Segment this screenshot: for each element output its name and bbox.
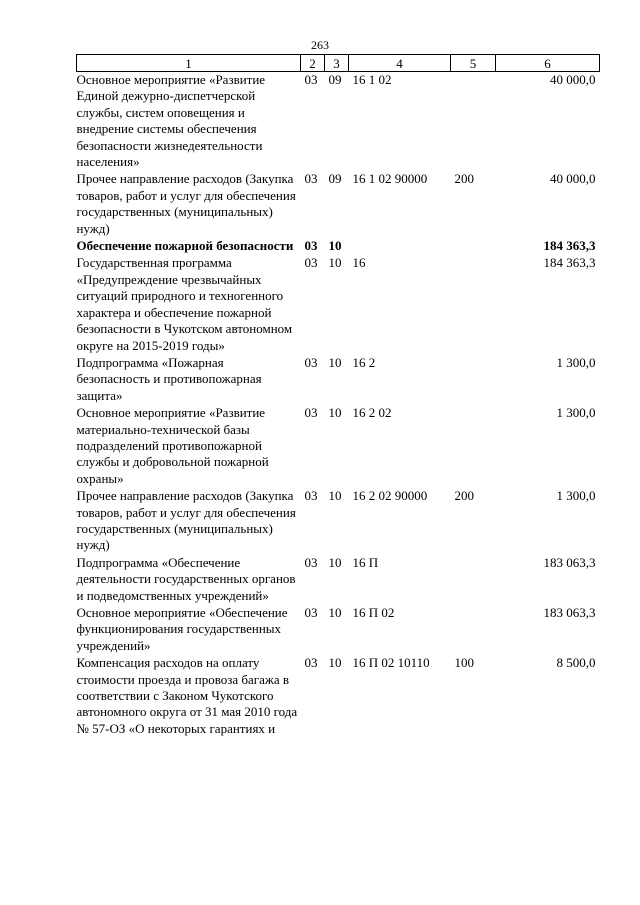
row-section-code: 03 [304,72,318,87]
table-row [77,655,600,738]
row-target-article: 16 1 02 90000 [352,171,428,187]
row-expense-type [451,355,496,405]
row-target-article: 16 2 02 [352,405,392,421]
row-amount: 1 300,0 [556,354,596,370]
row-target-article: 16 2 02 90000 [352,488,428,504]
row-expense-type: 200 [454,488,474,504]
row-section-code: 03 [304,171,318,187]
row-name: Подпрограмма «Пожарная безопасность и противопожарная защита» [76,354,262,403]
column-header-amount: 6 [496,55,600,72]
table-row [77,72,600,172]
row-name: Прочее направление расходов (Закупка товаров, работ и услуг для обеспечения государственных (муниципальных) нужд) [76,488,296,553]
row-expense-type: 200 [454,171,474,187]
row-expense-type: 100 [454,655,474,671]
row-subsection-code: 10 [328,655,342,671]
row-section-code: 03 [304,554,318,570]
row-subsection-code: 10 [328,238,342,254]
row-subsection-code: 10 [328,605,342,620]
table-row [77,238,600,255]
row-target-article [349,238,451,255]
row-subsection-code: 10 [328,554,342,570]
row-amount: 1 300,0 [556,488,596,504]
row-subsection-code: 10 [328,405,342,421]
column-header-name: 1 [77,55,301,72]
row-expense-type [451,605,496,655]
row-subsection-code: 10 [328,255,342,271]
row-section-code: 03 [304,655,318,671]
row-expense-type [451,72,496,172]
row-section-code: 03 [304,488,318,504]
table-row [77,605,600,655]
row-section-code: 03 [304,238,318,254]
table-row [77,555,600,605]
column-header-section: 2 [301,55,325,72]
row-subsection-code: 09 [328,171,342,187]
row-amount: 183 063,3 [543,554,596,570]
row-name: Прочее направление расходов (Закупка товаров, работ и услуг для обеспечения государственных (муниципальных) нужд) [76,171,296,236]
row-name: Подпрограмма «Обеспечение деятельности государственных органов и подведомственных учреждений» [76,554,296,603]
row-target-article: 16 1 02 [352,72,392,87]
row-name: Основное мероприятие «Обеспечение функционирования государственных учреждений» [76,605,288,653]
row-target-article: 16 2 [352,354,376,370]
row-amount: 183 063,3 [543,605,596,620]
row-name: Компенсация расходов на оплату стоимости проезда и провоза багажа в соответствии с Законом Чукотского автономного округа от 31 мая 2010 года № 57-ОЗ «О некоторых гарантиях и [76,655,298,736]
row-amount: 1 300,0 [556,405,596,421]
column-header-expense-type: 5 [451,55,496,72]
row-section-code: 03 [304,354,318,370]
column-header-target-article: 4 [349,55,451,72]
row-section-code: 03 [304,405,318,421]
row-target-article: 16 П [352,554,379,570]
row-subsection-code: 10 [328,488,342,504]
row-name: Государственная программа «Предупреждение чрезвычайных ситуаций природного и техногенного характера и обеспечение пожарной безопасности в Чукотском автономном округе на 2015-2019 годы» [76,255,293,353]
column-header-subsection: 3 [325,55,349,72]
row-target-article: 16 [352,255,366,271]
table-row [77,405,600,488]
row-name: Обеспечение пожарной безопасности [76,238,294,254]
table-row [77,171,600,238]
page-number: 263 [311,38,329,52]
row-name: Основное мероприятие «Развитие Единой дежурно-диспетчерской службы, систем оповещения и внедрение системы обеспечения безопасности жизнедеятельности населения» [76,72,266,170]
row-target-article: 16 П 02 [352,605,395,620]
table-header [77,55,600,72]
row-name: Основное мероприятие «Развитие материально-технической базы подразделений противопожарной службы и добровольной пожарной охраны» [76,405,269,486]
row-expense-type [451,405,496,488]
table-body [77,72,600,739]
row-section-code: 03 [304,255,318,271]
row-amount: 8 500,0 [556,655,596,671]
row-expense-type [451,255,496,354]
row-expense-type [451,238,496,255]
row-section-code: 03 [304,605,318,620]
row-amount: 184 363,3 [543,255,596,271]
row-subsection-code: 09 [328,72,342,87]
row-expense-type [451,555,496,605]
budget-table [76,54,600,738]
table-row [77,255,600,354]
row-target-article: 16 П 02 10110 [352,655,430,671]
row-amount: 40 000,0 [550,171,596,187]
row-amount: 184 363,3 [543,238,596,254]
table-row [77,488,600,555]
table-row [77,355,600,405]
row-subsection-code: 10 [328,354,342,370]
row-amount: 40 000,0 [550,72,596,87]
